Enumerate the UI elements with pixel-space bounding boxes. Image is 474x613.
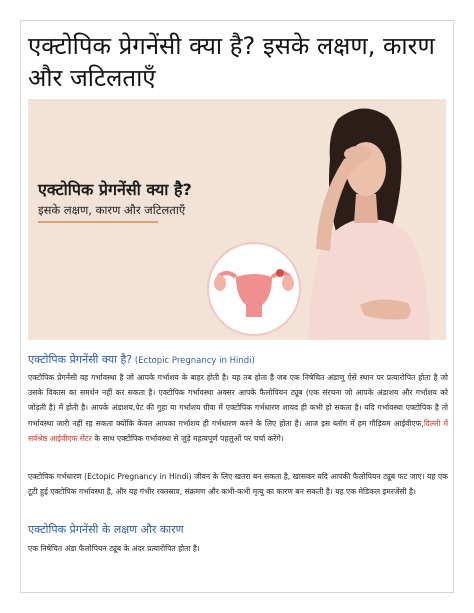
section-heading-symptoms: एक्टोपिक प्रेगनेंसी के लक्षण और कारण [28,523,184,536]
section-heading-english: (Ectopic Pregnancy in Hindi) [132,356,255,366]
section-heading-hindi: एक्टोपिक प्रेगनेंसी क्या है? [28,353,133,366]
hero-title: एक्टोपिक प्रेगनेंसी क्या है? [38,180,192,199]
paragraph-definition-tail: के साथ एक्टोपिक गर्भावस्था से जुड़े महत्वपूर्ण पहलुओं पर चर्चा करेंगे। [91,433,284,443]
hero-subtitle: इसके लक्षण, कारण और जटिलताएँ [38,203,186,217]
paragraph-risks: एक्टोपिक गर्भधारण (Ectopic Pregnancy in Hindi) जीवन के लिए खतरा बन सकता है, खासकर यदि आपकी फैलोपियन ट्यूब फट जाए। यह एक टूटी हुई एक्टोपिक गर्भावस्था है, और यह गंभीर रक्तस्राव, संक्रमण और कभी-कभी मृत्यु का कारण बन सकती है। यह एक मेडिकल इमरजेंसी है। [28,472,448,497]
paragraph-causes: एक निषेचित अंडा फैलोपियन ट्यूब के अंदर प्रत्यारोपित होता है। [28,544,200,553]
page-title: एक्टोपिक प्रेगनेंसी क्या है? इसके लक्षण, कारण और जटिलताएँ [28,32,435,92]
ivf-centre-link[interactable]: दिल्ली में सर्वश्रेष्ठ आईवीएफ सेंटर [28,418,448,443]
paragraph-definition-text: एक्टोपिक प्रेगनेंसी वह गर्भावस्था है जो आपके गर्भाशय के बाहर होती है। यह तब होता है जब एक निषेचित अंडाणु ऐसे स्थान पर प्रत्यारोपित होता है जो उसके विकास का समर्थन नहीं कर सकता है। एक्टोपिक गर्भावस्था अक्सर आपके फैलोपियन ट्यूब (एक संरचना जो आपके अंडाशय और गर्भाशय को जोड़ती है) में होती है। आपके अंडाशय,पेट की गुहा या गर्भाशय ग्रीवा में एक्टोपिक गर्भधारण शायद ही कभी हो सकता है। यदि गर्भावस्था एक्टोपिक है तो गर्भावस्था जारी नहीं रह सकता क्योंकि केवल आपका गर्भाशय ही गर्भधारण करने के लिए होता है। आज इस ब्लॉग में हम गौड़ियम आईवीएफ, [28,373,448,428]
hero-divider [38,221,158,223]
hero-image [28,99,446,340]
paragraph-definition [28,370,448,446]
section-heading-ectopic [28,352,255,367]
uterus-icon [206,241,302,337]
